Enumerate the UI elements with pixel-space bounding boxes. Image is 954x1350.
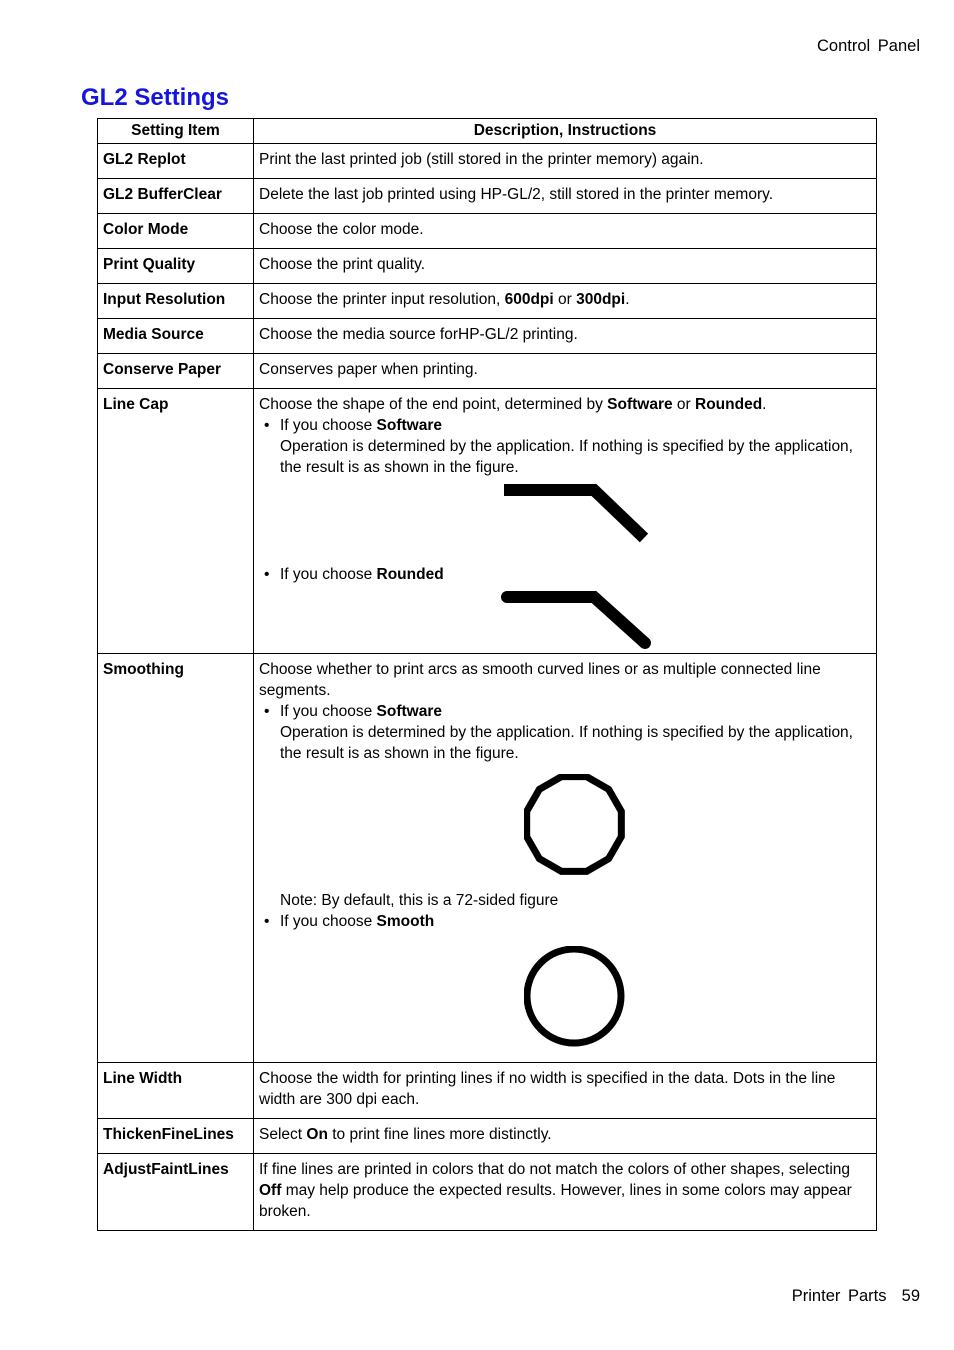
running-header: Control Panel <box>817 37 920 55</box>
description-text: to print fine lines more distinctly. <box>327 1126 552 1143</box>
bullet-text: If you choose <box>280 566 377 583</box>
option-rounded: Rounded <box>695 396 763 413</box>
bullet-item <box>259 564 871 585</box>
smooth-circle-icon <box>524 946 634 1056</box>
bullet-item <box>259 415 871 436</box>
setting-name: Input Resolution <box>98 284 254 319</box>
smoothing-software-figure <box>259 764 871 890</box>
setting-description <box>254 1119 877 1154</box>
footer-section: Printer Parts <box>791 1287 887 1305</box>
setting-description <box>254 1154 877 1231</box>
bullet-item <box>259 911 871 932</box>
setting-description: Choose the media source forHP-GL/2 printing. <box>254 319 877 354</box>
description-text: If fine lines are printed in colors that do not match the colors of other shapes, selecting <box>259 1161 851 1178</box>
table-row <box>98 654 877 1063</box>
table-row <box>98 1119 877 1154</box>
setting-description: Conserves paper when printing. <box>254 354 877 389</box>
table-row <box>98 284 877 319</box>
table-row <box>98 144 877 179</box>
description-line <box>259 394 871 415</box>
table-row <box>98 319 877 354</box>
bullet-detail: Operation is determined by the application. If nothing is specified by the application, the result is as shown in the figure. <box>280 438 853 476</box>
description-text: may help produce the expected results. However, lines in some colors may appear broken. <box>259 1182 852 1220</box>
option-off: Off <box>259 1182 282 1199</box>
bullet-option: Rounded <box>376 566 444 583</box>
setting-name: Conserve Paper <box>98 354 254 389</box>
table-row <box>98 1154 877 1231</box>
bullet-text: If you choose <box>280 913 377 930</box>
description-text: Choose the shape of the end point, determined by <box>259 396 608 413</box>
description-line: Choose whether to print arcs as smooth curved lines or as multiple connected line segments. <box>259 661 821 699</box>
setting-description: Delete the last job printed using HP-GL/2, still stored in the printer memory. <box>254 179 877 214</box>
note-text: Note: By default, this is a 72-sided figure <box>280 892 559 909</box>
setting-description: Choose the print quality. <box>254 249 877 284</box>
description-text: Choose the printer input resolution, <box>259 291 505 308</box>
setting-name: Line Cap <box>98 389 254 654</box>
polygon-arc-icon <box>524 774 634 882</box>
bullet-option: Software <box>376 417 442 434</box>
table-row <box>98 354 877 389</box>
settings-table <box>97 118 877 1231</box>
running-footer <box>792 1287 920 1306</box>
setting-name: Smoothing <box>98 654 254 1063</box>
butt-cap-line-icon <box>499 478 699 564</box>
table-row <box>98 179 877 214</box>
setting-description: Print the last printed job (still stored in the printer memory) again. <box>254 144 877 179</box>
smoothing-smooth-figure <box>259 932 871 1054</box>
table-row <box>98 214 877 249</box>
option-300dpi: 300dpi <box>576 291 626 308</box>
line-cap-rounded-figure <box>259 585 871 645</box>
description-text: or <box>672 396 696 413</box>
setting-name: Print Quality <box>98 249 254 284</box>
setting-description <box>254 389 877 654</box>
setting-description: Choose the width for printing lines if no width is specified in the data. Dots in the line width are 300 dpi each. <box>254 1063 877 1119</box>
bullet-text: If you choose <box>280 417 377 434</box>
option-software: Software <box>607 396 673 413</box>
description-text: . <box>625 291 630 308</box>
column-header-description: Description, Instructions <box>254 119 877 144</box>
table-row <box>98 249 877 284</box>
setting-description: Choose the color mode. <box>254 214 877 249</box>
setting-description <box>254 654 877 1063</box>
setting-name: GL2 Replot <box>98 144 254 179</box>
description-text: or <box>553 291 577 308</box>
page-title: GL2 Settings <box>81 84 230 111</box>
line-cap-software-figure <box>259 478 871 564</box>
table-row <box>98 1063 877 1119</box>
bullet-detail: Operation is determined by the application. If nothing is specified by the application, the result is as shown in the figure. <box>280 724 853 762</box>
option-600dpi: 600dpi <box>504 291 554 308</box>
setting-name: AdjustFaintLines <box>98 1154 254 1231</box>
table-row <box>98 389 877 654</box>
column-header-setting-item: Setting Item <box>98 119 254 144</box>
description-text: Select <box>259 1126 307 1143</box>
setting-name: ThickenFineLines <box>98 1119 254 1154</box>
setting-name: Media Source <box>98 319 254 354</box>
bullet-item <box>259 701 871 722</box>
setting-name: GL2 BufferClear <box>98 179 254 214</box>
table-header-row <box>98 119 877 144</box>
setting-description <box>254 284 877 319</box>
bullet-option: Smooth <box>376 913 435 930</box>
bullet-option: Software <box>376 703 442 720</box>
description-text: . <box>762 396 767 413</box>
setting-name: Color Mode <box>98 214 254 249</box>
bullet-text: If you choose <box>280 703 377 720</box>
page-number: 59 <box>901 1287 920 1305</box>
round-cap-line-icon <box>499 587 699 651</box>
setting-name: Line Width <box>98 1063 254 1119</box>
option-on: On <box>306 1126 328 1143</box>
